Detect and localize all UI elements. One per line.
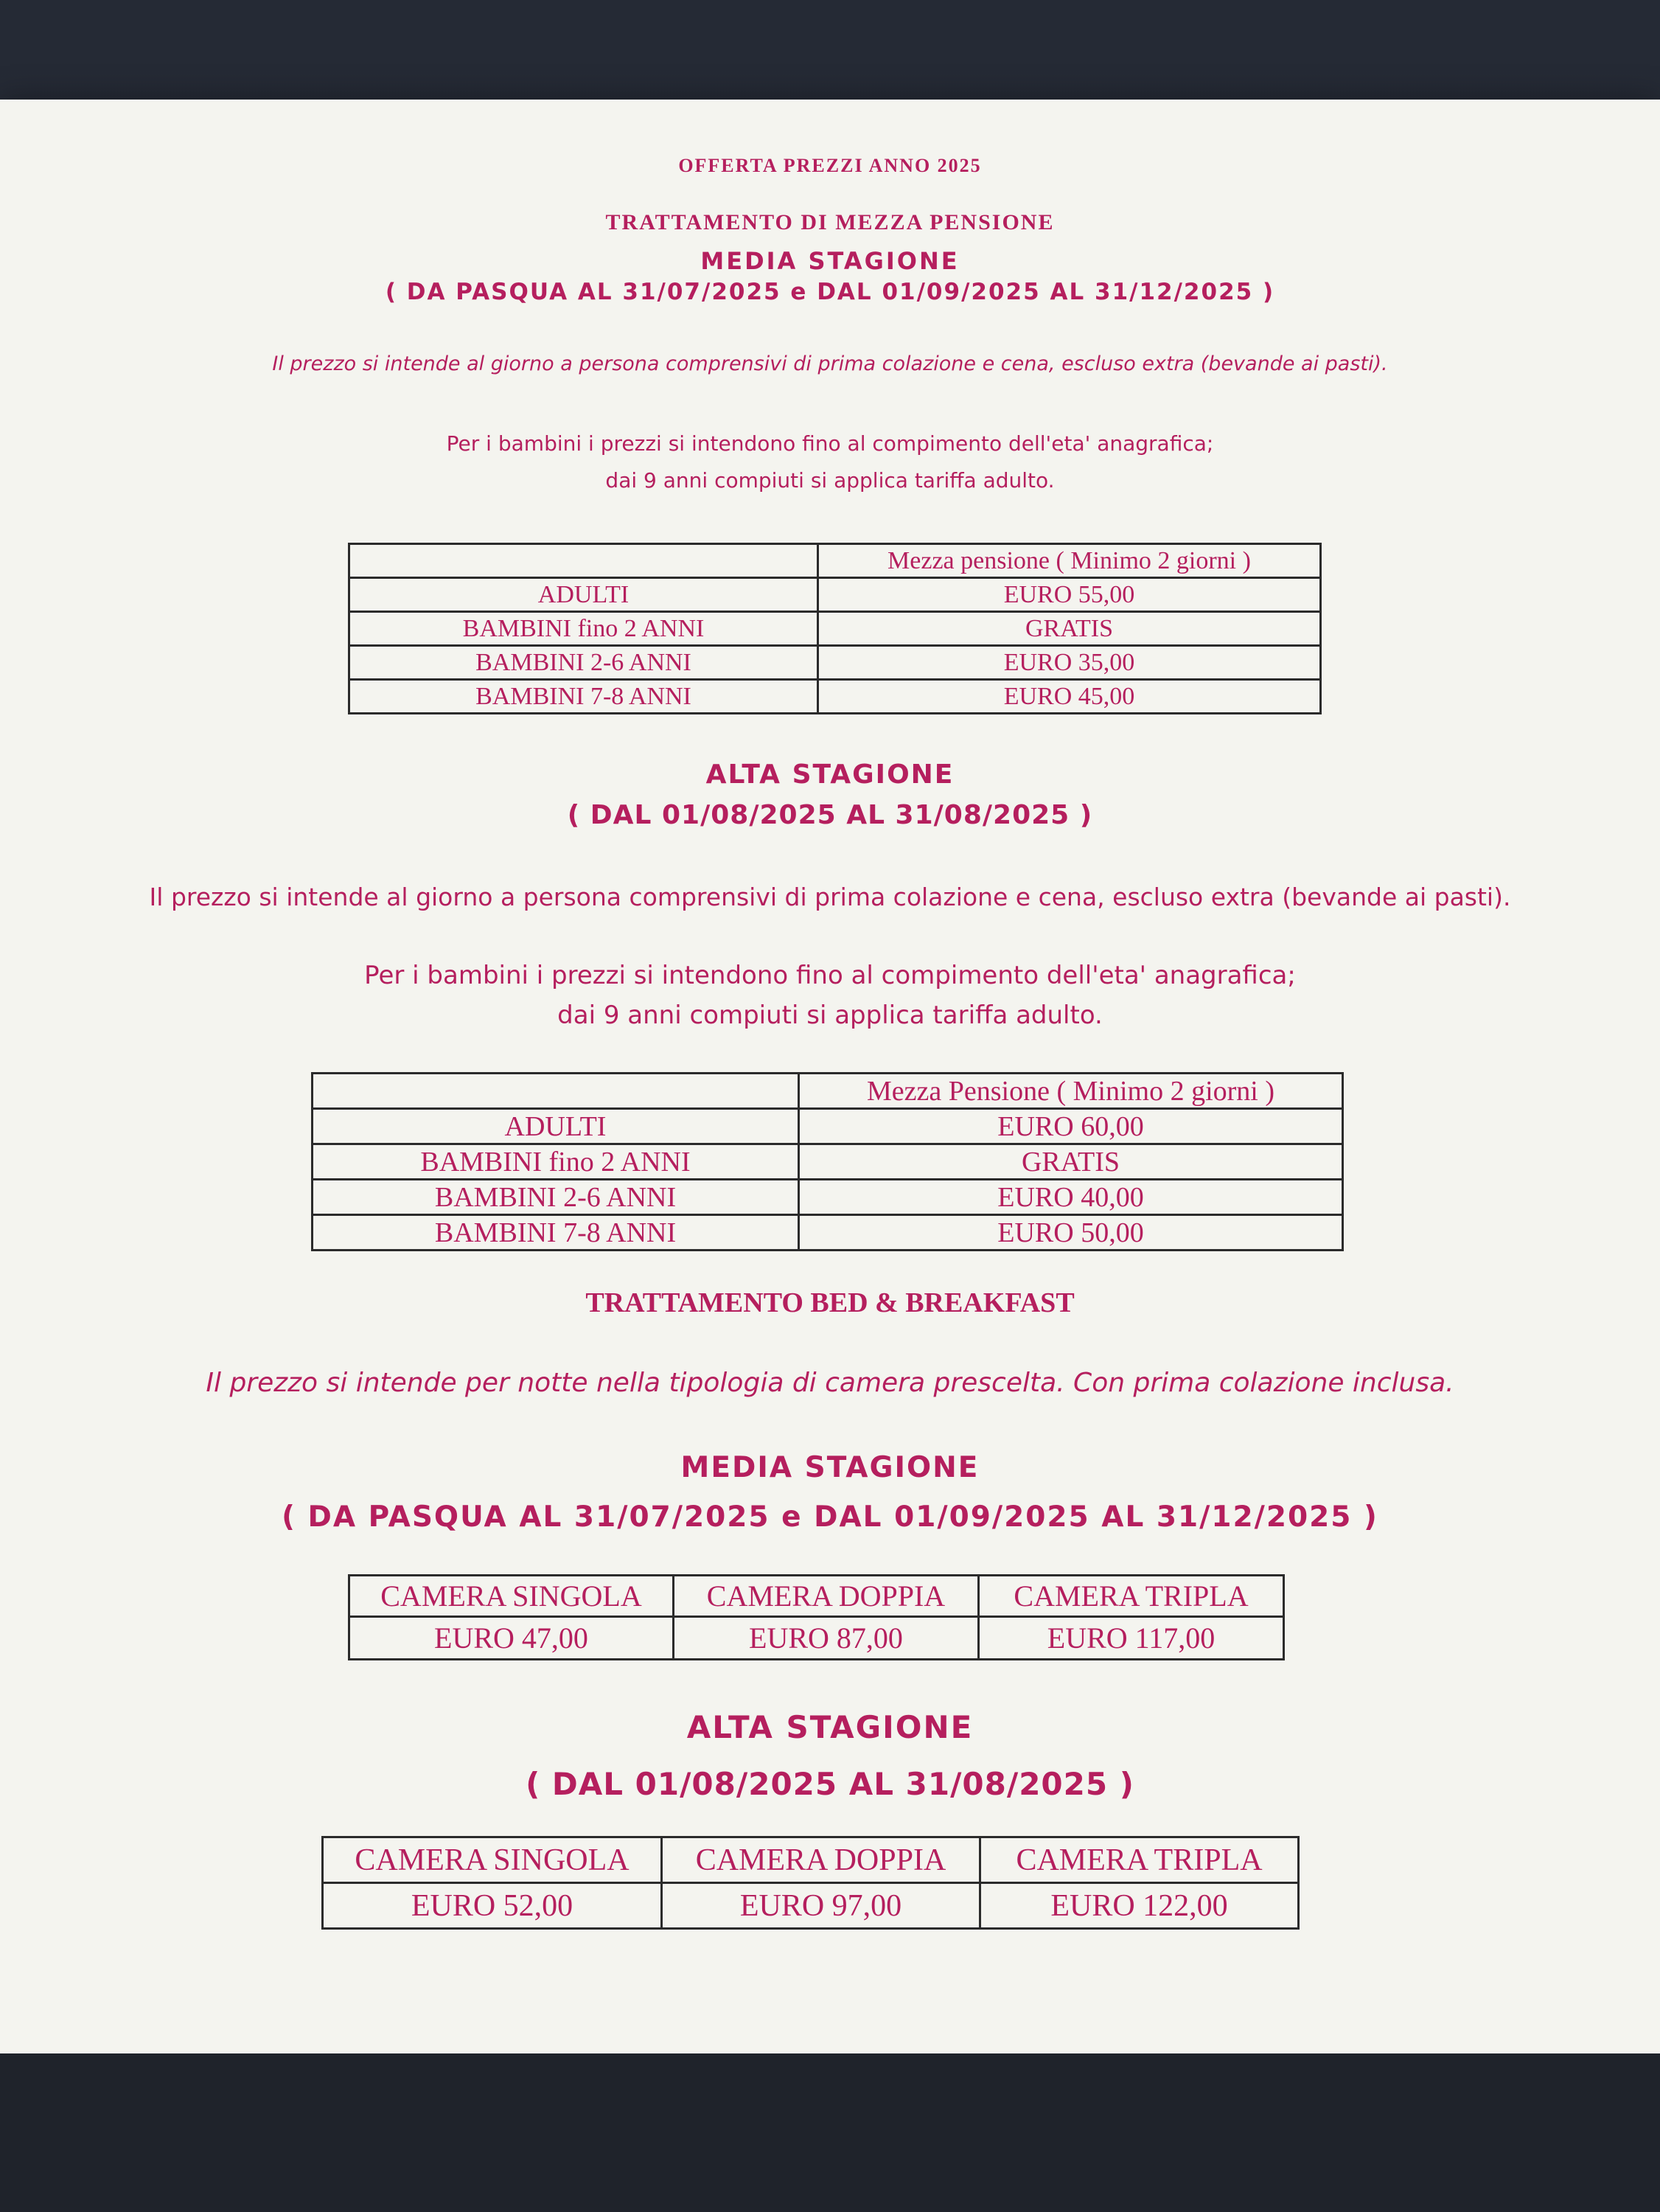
room-type-header: CAMERA DOPPIA <box>662 1837 980 1883</box>
room-type-header: CAMERA SINGOLA <box>349 1576 674 1617</box>
bnb-note: Il prezzo si intende per notte nella tipologia di camera prescelta. Con prima colazione inclusa. <box>206 1368 1454 1398</box>
hb-high-children-note-1: Per i bambini i prezzi si intendono fino al compimento dell'eta' anagrafica; <box>364 961 1296 990</box>
row-label: BAMBINI 7-8 ANNI <box>313 1215 799 1251</box>
row-label: BAMBINI fino 2 ANNI <box>313 1144 799 1180</box>
table-cell <box>349 544 818 578</box>
table-header-row <box>313 1074 1343 1109</box>
room-price: EURO 47,00 <box>349 1617 674 1660</box>
bnb-mid-table <box>348 1574 1285 1660</box>
bnb-mid-season: MEDIA STAGIONE <box>680 1451 980 1484</box>
table-row <box>349 612 1321 646</box>
table-header-row <box>349 544 1321 578</box>
room-type-header: CAMERA TRIPLA <box>979 1576 1284 1617</box>
bnb-high-table <box>321 1836 1300 1930</box>
hb-high-children-note-2: dai 9 anni compiuti si applica tariffa adulto. <box>557 1001 1103 1030</box>
table-row <box>313 1180 1343 1215</box>
table-row <box>323 1883 1299 1929</box>
hb-mid-season: MEDIA STAGIONE <box>700 247 960 275</box>
hb-mid-price-note: Il prezzo si intende al giorno a persona comprensivi di prima colazione e cena, escluso extra (bevande ai pasti). <box>272 352 1388 375</box>
hb-high-table <box>311 1072 1344 1251</box>
half-board-title: TRATTAMENTO DI MEZZA PENSIONE <box>605 210 1055 234</box>
table-header-row <box>323 1837 1299 1883</box>
row-price: EURO 60,00 <box>799 1109 1343 1144</box>
table-row <box>349 680 1321 714</box>
hb-high-price-note: Il prezzo si intende al giorno a persona comprensivi di prima colazione e cena, escluso extra (bevande ai pasti). <box>149 883 1511 911</box>
room-type-header: CAMERA DOPPIA <box>674 1576 979 1617</box>
hb-high-season: ALTA STAGIONE <box>705 759 955 790</box>
hb-mid-children-note-2: dai 9 anni compiuti si applica tariffa adulto. <box>605 468 1055 493</box>
table-header: Mezza pensione ( Minimo 2 giorni ) <box>818 544 1321 578</box>
row-price: GRATIS <box>799 1144 1343 1180</box>
row-label: BAMBINI 2-6 ANNI <box>313 1180 799 1215</box>
table-cell <box>313 1074 799 1109</box>
room-price: EURO 52,00 <box>323 1883 662 1929</box>
background-surface <box>0 2053 1660 2212</box>
row-label: ADULTI <box>313 1109 799 1144</box>
hb-mid-table <box>348 543 1322 714</box>
bnb-title: TRATTAMENTO BED & BREAKFAST <box>585 1287 1075 1318</box>
row-label: BAMBINI 2-6 ANNI <box>349 646 818 680</box>
row-label: ADULTI <box>349 578 818 612</box>
hb-high-period: ( DAL 01/08/2025 AL 31/08/2025 ) <box>567 800 1093 830</box>
room-price: EURO 87,00 <box>674 1617 979 1660</box>
hb-mid-period: ( DA PASQUA AL 31/07/2025 e DAL 01/09/2025 AL 31/12/2025 ) <box>385 279 1275 305</box>
room-price: EURO 97,00 <box>662 1883 980 1929</box>
room-type-header: CAMERA TRIPLA <box>980 1837 1299 1883</box>
table-row <box>313 1215 1343 1251</box>
row-price: GRATIS <box>818 612 1321 646</box>
bnb-mid-period: ( DA PASQUA AL 31/07/2025 e DAL 01/09/2025 AL 31/12/2025 ) <box>282 1500 1378 1534</box>
room-type-header: CAMERA SINGOLA <box>323 1837 662 1883</box>
row-label: BAMBINI 7-8 ANNI <box>349 680 818 714</box>
table-row <box>349 1617 1284 1660</box>
row-price: EURO 55,00 <box>818 578 1321 612</box>
bnb-high-period: ( DAL 01/08/2025 AL 31/08/2025 ) <box>526 1766 1134 1802</box>
room-price: EURO 117,00 <box>979 1617 1284 1660</box>
table-row <box>349 646 1321 680</box>
room-price: EURO 122,00 <box>980 1883 1299 1929</box>
table-row <box>349 578 1321 612</box>
row-price: EURO 45,00 <box>818 680 1321 714</box>
bnb-high-season: ALTA STAGIONE <box>686 1709 974 1745</box>
table-row <box>313 1109 1343 1144</box>
row-price: EURO 50,00 <box>799 1215 1343 1251</box>
hb-mid-children-note-1: Per i bambini i prezzi si intendono fino al compimento dell'eta' anagrafica; <box>446 431 1214 456</box>
offer-title: OFFERTA PREZZI ANNO 2025 <box>678 155 982 176</box>
row-price: EURO 40,00 <box>799 1180 1343 1215</box>
table-row <box>313 1144 1343 1180</box>
table-header-row <box>349 1576 1284 1617</box>
table-header: Mezza Pensione ( Minimo 2 giorni ) <box>799 1074 1343 1109</box>
row-label: BAMBINI fino 2 ANNI <box>349 612 818 646</box>
row-price: EURO 35,00 <box>818 646 1321 680</box>
